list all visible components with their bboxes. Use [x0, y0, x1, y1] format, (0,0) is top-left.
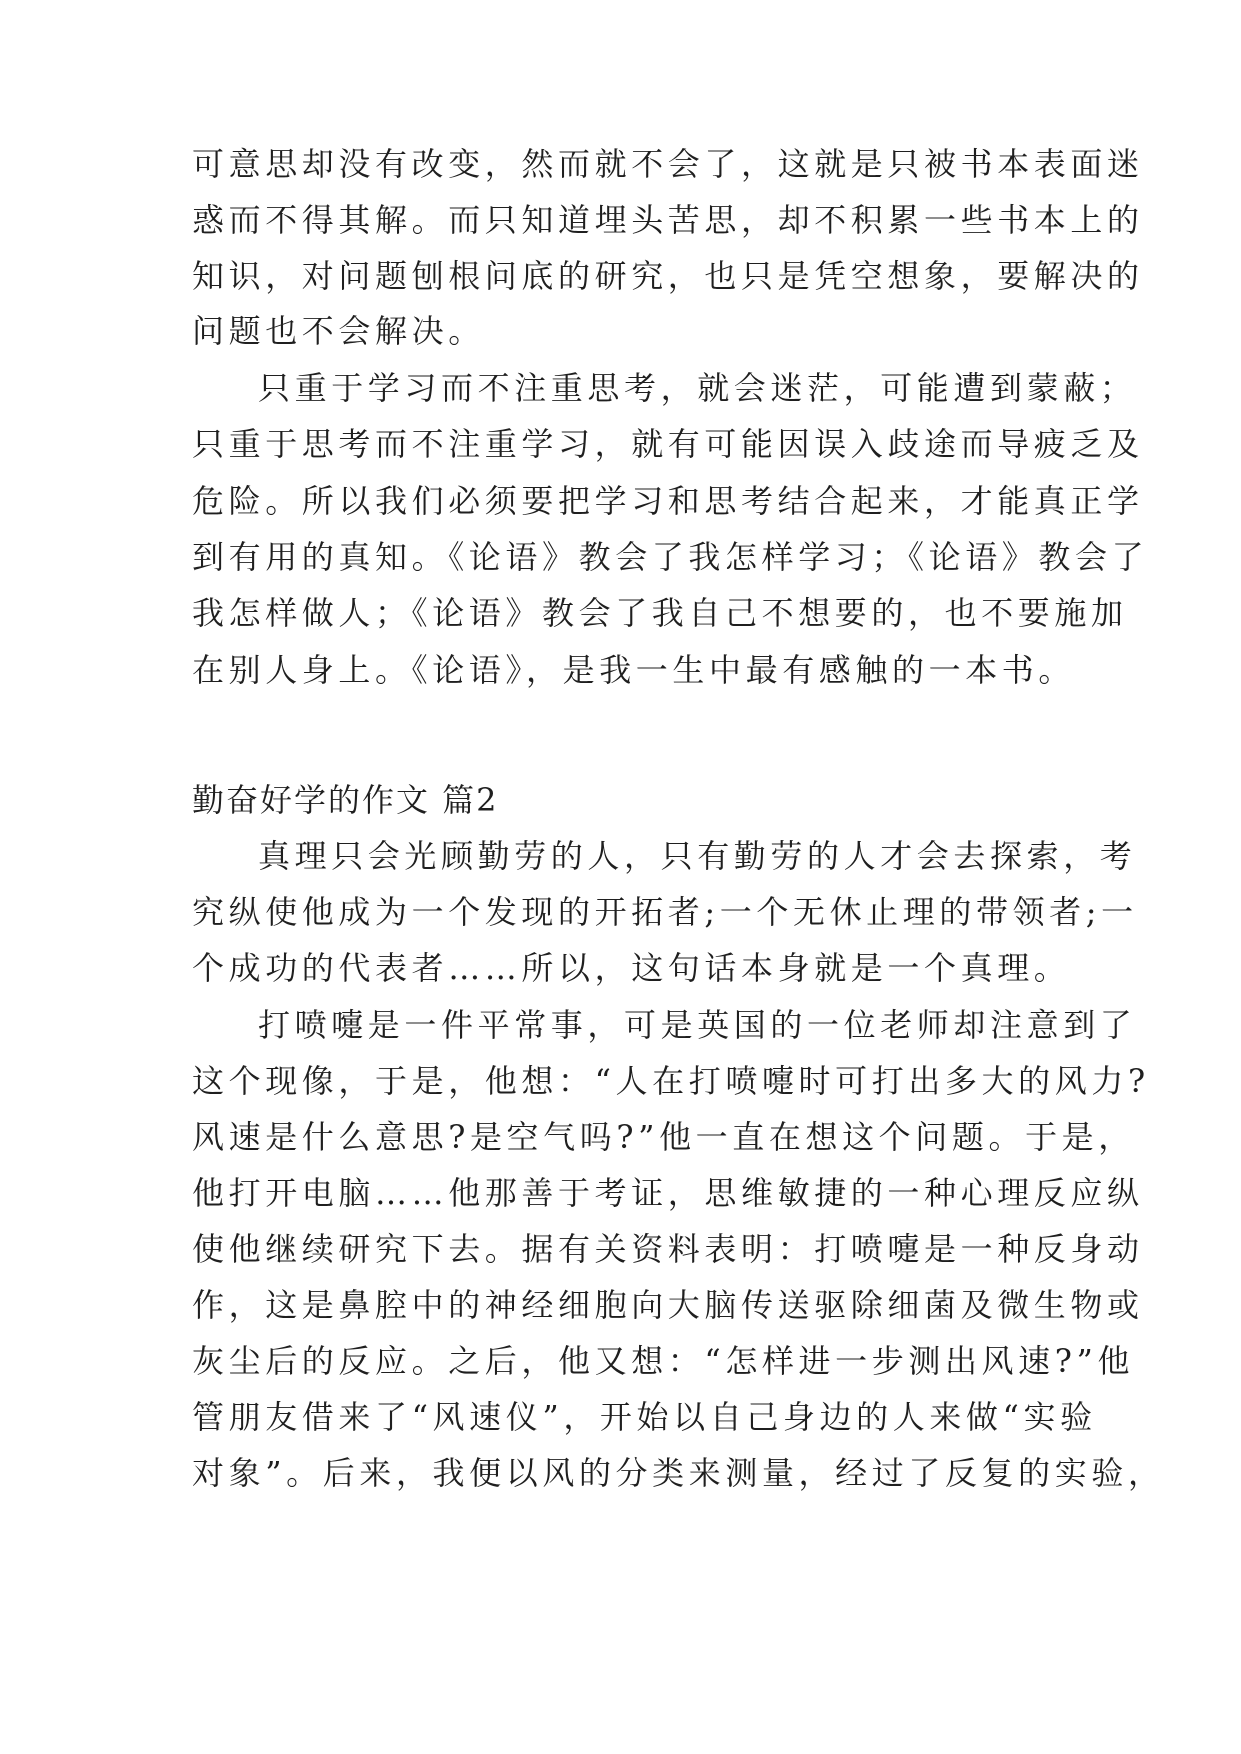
text-line: 作，这是鼻腔中的神经细胞向大脑传送驱除细菌及微生物或 [192, 1286, 1144, 1324]
text-line: 到有用的真知。《论语》教会了我怎样学习；《论语》教会了 [192, 538, 1149, 576]
text-line: 灰尘后的反应。之后，他又想：“怎样进一步测出风速?”他 [192, 1342, 1135, 1380]
text-line: 在别人身上。《论语》，是我一生中最有感触的一本书。 [192, 651, 1076, 689]
text-line: 对象”。后来，我便以风的分类来测量，经过了反复的实验， [192, 1454, 1165, 1492]
text-line: 管朋友借来了“风速仪”，开始以自己身边的人来做“实验 [192, 1398, 1097, 1436]
text-line: 我怎样做人；《论语》教会了我自己不想要的，也不要施加 [192, 594, 1128, 632]
text-line: 惑而不得其解。而只知道埋头苦思，却不积累一些书本上的 [192, 201, 1144, 239]
text-line: 他打开电脑……他那善于考证，思维敏捷的一种心理反应纵 [192, 1174, 1144, 1212]
text-line: 只重于思考而不注重学习，就有可能因误入歧途而导疲乏及 [192, 425, 1144, 463]
section-heading: 勤奋好学的作文 篇2 [192, 781, 499, 819]
text-line: 真理只会光顾勤劳的人，只有勤劳的人才会去探索，考 [258, 837, 1137, 875]
text-line: 只重于学习而不注重思考，就会迷茫，可能遭到蒙蔽； [258, 369, 1137, 407]
text-line: 问题也不会解决。 [192, 312, 485, 350]
text-line: 打喷嚏是一件平常事，可是英国的一位老师却注意到了 [258, 1006, 1137, 1044]
text-line: 个成功的代表者……所以，这句话本身就是一个真理。 [192, 949, 1071, 987]
text-line: 危险。所以我们必须要把学习和思考结合起来，才能真正学 [192, 482, 1144, 520]
text-line: 究纵使他成为一个发现的开拓者;一个无休止理的带领者;一 [192, 893, 1138, 931]
text-line: 使他继续研究下去。据有关资料表明：打喷嚏是一种反身动 [192, 1230, 1144, 1268]
text-line: 风速是什么意思?是空气吗?”他一直在想这个问题。于是， [192, 1118, 1135, 1156]
text-line: 这个现像，于是，他想：“人在打喷嚏时可打出多大的风力? [192, 1062, 1150, 1100]
text-line: 可意思却没有改变，然而就不会了，这就是只被书本表面迷 [192, 145, 1144, 183]
text-line: 知识，对问题刨根问底的研究，也只是凭空想象，要解决的 [192, 257, 1144, 295]
